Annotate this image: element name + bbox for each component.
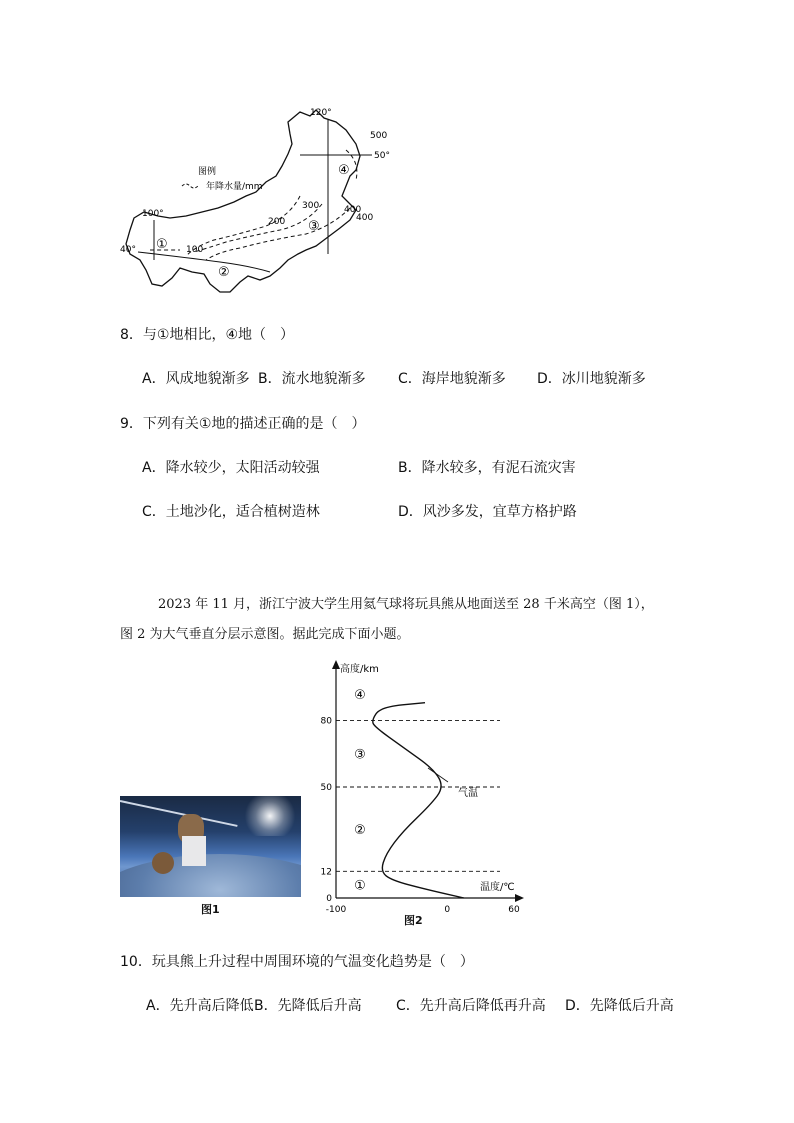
- y-axis-label: 高度/km: [340, 664, 379, 675]
- isohyet-300-label: 300: [302, 201, 320, 211]
- lat-50-label: 50°: [374, 151, 390, 161]
- layer-label-1: ①: [354, 878, 366, 894]
- q8-stem: 8．与①地相比，④地（ ）: [120, 327, 295, 343]
- series-label: 气温: [458, 788, 478, 799]
- y-tick-80: 80: [320, 716, 332, 727]
- legend-title: 图例: [198, 167, 217, 177]
- q8-option-a: A．风成地貌渐多: [142, 371, 250, 387]
- region-outline: [126, 110, 360, 292]
- lat-40-label: 40°: [120, 245, 136, 255]
- q9-option-a: A．降水较少，太阳活动较强: [142, 460, 320, 476]
- q10-option-a: A．先升高后降低: [146, 998, 254, 1014]
- isohyet-100-label: 100: [186, 245, 204, 255]
- isohyet-400-label-a: 400: [344, 205, 362, 215]
- x-tick-60: 60: [508, 905, 520, 915]
- passage-line-2: 图 2 为大气垂直分层示意图。据此完成下面小题。: [120, 627, 410, 642]
- q8-option-d: D．冰川地貌渐多: [537, 371, 646, 387]
- layer-label-4: ④: [354, 687, 366, 703]
- region-1-label: ①: [156, 237, 168, 252]
- x-axis-label: 温度/℃: [480, 882, 515, 893]
- q9-option-d: D．风沙多发，宜草方格护路: [398, 504, 577, 520]
- layer-label-3: ③: [354, 747, 366, 763]
- lon-120-label: 120°: [310, 108, 332, 118]
- q9-option-c: C．土地沙化，适合植树造林: [142, 504, 320, 520]
- isohyet-200-label: 200: [268, 217, 286, 227]
- q9-stem: 9．下列有关①地的描述正确的是（ ）: [120, 416, 366, 432]
- legend-item: 年降水量/mm: [206, 182, 263, 192]
- isohyet-300: [194, 204, 322, 252]
- q9-option-b: B．降水较多，有泥石流灾害: [398, 460, 576, 476]
- lon-100-label: 100°: [142, 209, 164, 219]
- passage-line-1: 2023 年 11 月，浙江宁波大学生用氦气球将玩具熊从地面送至 28 千米高空（图 1），: [158, 597, 654, 612]
- region-3-label: ③: [308, 219, 320, 234]
- atmosphere-layer-chart: [318, 656, 528, 918]
- isohyet-500-label: 500: [370, 131, 388, 141]
- q10-stem: 10．玩具熊上升过程中周围环境的气温变化趋势是（ ）: [120, 954, 474, 970]
- region-4-label: ④: [338, 163, 350, 178]
- q8-option-c: C．海岸地貌渐多: [398, 371, 506, 387]
- q8-option-b: B．流水地貌渐多: [258, 371, 366, 387]
- fig2-caption: 图2: [404, 914, 423, 927]
- x-tick-0: 0: [444, 905, 451, 915]
- x-tick--100: -100: [325, 905, 347, 915]
- isohyet-400-label-b: 400: [356, 213, 374, 223]
- q10-option-d: D．先降低后升高: [565, 998, 674, 1014]
- region-2-label: ②: [218, 265, 230, 280]
- precipitation-map: [110, 100, 410, 300]
- y-tick-50: 50: [320, 783, 332, 793]
- q10-option-b: B．先降低后升高: [254, 998, 362, 1014]
- temperature-curve: [373, 703, 464, 898]
- y-tick-0: 0: [326, 894, 332, 904]
- y-tick-12: 12: [320, 867, 332, 878]
- teddy-bear-photo: [120, 796, 301, 897]
- layer-label-2: ②: [354, 823, 366, 839]
- q10-option-c: C．先升高后降低再升高: [396, 998, 546, 1014]
- fig1-caption: 图1: [201, 903, 220, 916]
